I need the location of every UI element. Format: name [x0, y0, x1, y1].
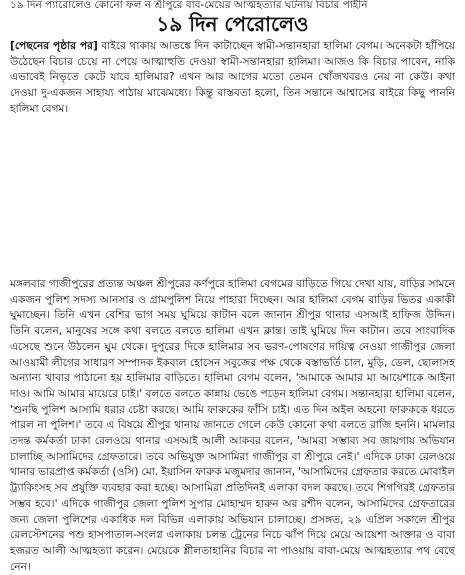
article-headline: ১৯ দিন পেরোলেও [156, 12, 309, 36]
paragraph-1-text: বাইরে থাকায় আতঙ্কে দিন কাটাচ্ছেন স্বামী-সন্তানহারা হালিমা বেগম। অনেকটা হাঁপিয়ে উঠেছেন বিচার চেয়ে না পেয়ে আত্মাহুতি দেওয়া স্বামী-সন্তানহারা হালিমা। আজও কি বিচার পাবেন, নাকি এভাবেই নিভৃতে কেটে যাবে হালিমার? এখন আর আগের মতো তেমন খোঁজখবরও নেয় না কেউ। কথা দেওয়া দু-একজন সাহায্য পাঠায় মাঝেমধ্যে। কিন্তু বাস্তবতা হলো, তিন সন্তানে আশ্বাসের বাইরে কিছু পাননি হালিমা বেগম। [10, 40, 456, 115]
article-paragraph-2: মঙ্গলবার গাজীপুরের প্রত্যন্ত অঞ্চল শ্রীপুরের কর্ণপুরে হালিমা বেগমের বাড়িতে গিয়ে দেখা যায়, বাড়ির সামনে একজন পুলিশ সদস্য আনসার ও গ্রামপুলিশ নিয়ে পাহারা দিচ্ছেন। আর হালিমা বেগম বাড়ির ভিতর একাকী ঘুমাচ্ছেন। তিনি এখন বেশির ভাগ সময় ঘুমিয়ে কাটান বলে জানান শ্রীপুর থানার এসআই হাফিজ উদ্দিন। তিনি বলেন, মানুষের সঙ্গে কথা বলতে বলতে হালিমা এখন ক্লান্ত। তাই ঘুমিয়ে দিন কাটান। তবে সাংবাদিক এসেছে শুনে উঠলেন ঘুম থেকে। দুপুরের দিকে হালিমার সব ভরণ-পোষণের দায়িত্ব নেওয়া গাজীপুর জেলা আওয়ামী লীগের সাধারণ সম্পাদক ইকবাল হোসেন সবুজের পক্ষ থেকে বস্তাভর্তি চাল, মুড়ি, ডেল, ছোলাসহ অন্যান্য খাবার পাঠানো হয় হালিমার বাড়িতে। হালিমা বেগম বলেন, 'আমাকে আমার মা আয়েশাকে আইনা দাও। আমি আমার মায়েরে চাই।' বলতে বলতে কান্নায় ভেঙে পড়েন হালিমা বেগম। সন্তানহারা হালিমা বলেন, 'শুনছি পুলিশ আসামি ধরার চেষ্টা করছে। আমি ফারুকের ফাঁসি চাই। এত দিন অইল অহনো ফারুককে ধরতে পারল না পুলিশ।' তবে এ বিষয়ে শ্রীপুর থানায় জানতে গেলে কেউ কোনো কথা বলতে রাজি হননি। মামলার তদন্ত কর্মকর্তা ঢাকা রেলওয়ে থানার এসআই আলী আকবর বলেন, 'আমরা সম্ভাব্য সব জায়গায় অভিযান চালাচ্ছি আসামিদের গ্রেফতারে। তবে অভিযুক্ত আসামিরা গাজীপুর বা শ্রীপুরে নেই।' এদিকে ঢাকা রেলওয়ে থানার ভারপ্রাপ্ত কর্মকর্তা (ওসি) মো. ইয়াসিন ফারুক মজুমদার জানান, 'আসামিদের গ্রেফতার করতে মোবাইল ট্র্যাকিংসহ সব প্রযুক্তি ব্যবহার করা হচ্ছে। আসামিরা প্রতিদিনই এলাকা বদল করছে। তবে শিগগিরই গ্রেফতার সম্ভব হবে।' এদিকে গাজীপুর জেলা পুলিশ সুপার মোহাম্মদ হারুন অর রশীদ বলেন, আসামিদের গ্রেফতারের জন্য জেলা পুলিশের একাধিক দল বিভিন্ন এলাকায় অভিযান চালাচ্ছে। প্রসঙ্গত, ২৯ এপ্রিল সকালে শ্রীপুর রেলস্টেশনের পশু হাসপাতাল-সংলগ্ন এলাকায় চলন্ত ট্রেনের নিচে ঝাঁপ দিয়ে মেয়ে আয়েশা আক্তার ও বাবা হজরত আলী আত্মহত্যা করেন। মেয়েকে শ্লীলতাহানির বিচার না পাওয়ায় বাবা-মেয়ে আত্মহত্যার পথ বেছে নেন। [10, 278, 455, 573]
cutoff-headline-above: ১৯ দিন প্যারোলেও কোনো ফল ন শ্রীপুরে বাব-মেয়ের আত্মহত্যার ঘটনায় বিচার পাইনি [10, 0, 368, 11]
article-body [10, 39, 456, 573]
article-paragraph-1 [10, 39, 455, 277]
continuation-tag: [পেছনের পৃষ্ঠার পর] [10, 40, 98, 52]
